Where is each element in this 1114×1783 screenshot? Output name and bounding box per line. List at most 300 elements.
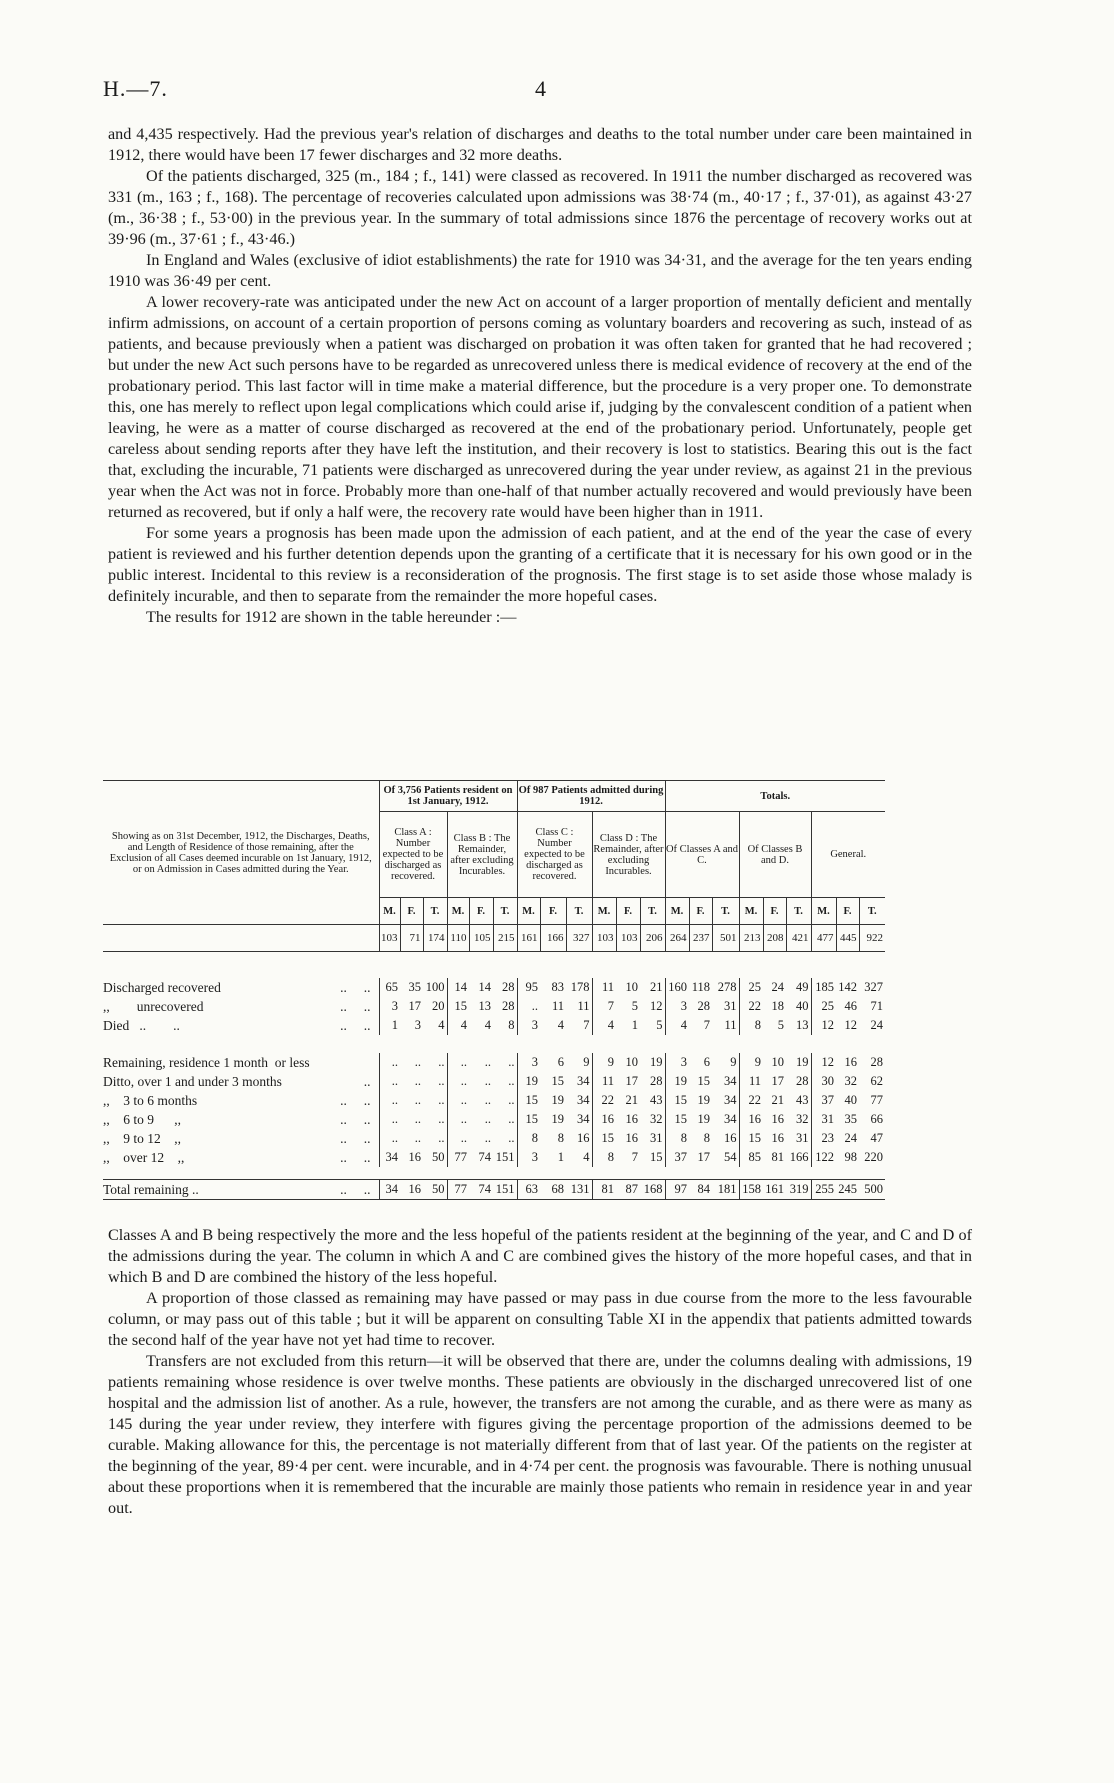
value-cell: 5: [631, 999, 638, 1013]
sex-column-header: F.: [540, 898, 566, 925]
class-a-header: Class A : Number expected to be discharged as recovered.: [379, 812, 447, 898]
value-cell: 245: [836, 1180, 859, 1200]
value-cell: 151: [495, 1150, 515, 1164]
value-cell: 7: [703, 1018, 710, 1032]
value-cell: 3: [517, 1148, 540, 1167]
value-cell: 19: [796, 1055, 809, 1069]
table-row: [103, 1091, 885, 1110]
sex-column-header: T.: [640, 898, 665, 925]
value-cell: 19: [650, 1055, 663, 1069]
value-cell: 12: [811, 1053, 836, 1072]
value-cell: 24: [870, 1018, 883, 1032]
column-total-cell: 922: [859, 925, 885, 952]
group-admitted-header: Of 987 Patients admitted during 1912.: [517, 781, 665, 812]
row-label: [103, 1180, 379, 1200]
value-cell: 16: [739, 1110, 763, 1129]
value-cell: 40: [796, 999, 809, 1013]
value-cell: 28: [796, 1074, 809, 1088]
paragraph: The results for 1912 are shown in the table hereunder :—: [146, 608, 517, 626]
value-cell: 7: [592, 997, 616, 1016]
value-cell: 122: [811, 1148, 836, 1167]
value-cell: 278: [717, 980, 737, 994]
column-total-cell: 166: [540, 925, 566, 952]
value-cell: ..: [447, 1053, 469, 1072]
value-cell: 32: [796, 1112, 809, 1126]
value-cell: 9: [592, 1053, 616, 1072]
general-header: General.: [811, 812, 885, 898]
value-cell: 31: [811, 1110, 836, 1129]
value-cell: 10: [625, 980, 638, 994]
value-cell: 28: [870, 1055, 883, 1069]
value-cell: 9: [739, 1053, 763, 1072]
sex-column-header: M.: [739, 898, 763, 925]
row-leader-dots: .. ..: [340, 1150, 371, 1165]
value-cell: ..: [379, 1053, 400, 1072]
value-cell: 32: [844, 1074, 857, 1088]
value-cell: ..: [508, 1131, 515, 1145]
value-cell: 87: [616, 1180, 640, 1200]
classes-bd-header: Of Classes B and D.: [739, 812, 811, 898]
value-cell: 19: [551, 1093, 564, 1107]
value-cell: 81: [592, 1180, 616, 1200]
column-total-cell: 477: [811, 925, 836, 952]
value-cell: 4: [557, 1018, 564, 1032]
spacer-row: [103, 952, 885, 979]
value-cell: 5: [777, 1018, 784, 1032]
value-cell: ..: [438, 1112, 445, 1126]
column-total-cell: 206: [640, 925, 665, 952]
value-cell: 34: [577, 1112, 590, 1126]
value-cell: 68: [540, 1180, 566, 1200]
value-cell: ..: [438, 1055, 445, 1069]
value-cell: 16: [400, 1180, 423, 1200]
value-cell: 327: [864, 980, 883, 994]
value-cell: 3: [414, 1018, 421, 1032]
column-total-cell: 215: [493, 925, 517, 952]
value-cell: ..: [508, 1055, 515, 1069]
value-cell: 10: [625, 1055, 638, 1069]
value-cell: 8: [557, 1131, 564, 1145]
spacer-row: [103, 1167, 885, 1180]
value-cell: 16: [577, 1131, 590, 1145]
value-cell: 19: [551, 1112, 564, 1126]
value-cell: 16: [408, 1150, 421, 1164]
value-cell: 34: [724, 1112, 737, 1126]
table-row: [103, 997, 885, 1016]
value-cell: ..: [414, 1055, 421, 1069]
value-cell: 15: [697, 1074, 710, 1088]
classes-ac-header: Of Classes A and C.: [665, 812, 739, 898]
row-label: [103, 1016, 379, 1035]
value-cell: 28: [502, 999, 515, 1013]
row-label-text: Remaining, residence 1 month or less: [103, 1055, 310, 1070]
paragraph: Of the patients discharged, 325 (m., 184 ; f., 141) were classed as recovered. In 1911 the number discharged as recovered was 331 (m., 163 ; f., 168). The percentage of recoveries calculated upon admissions was 38·74 (m., 40·17 ; f., 37·01), as against 43·27 (m., 36·38 ; f., 53·00) in the previous year. In the summary of total admissions since 1876 the percentage of recovery works out at 39·96 (m., 37·61 ; f., 43·46.): [108, 167, 972, 248]
table-row: [103, 1110, 885, 1129]
value-cell: 95: [517, 978, 540, 997]
column-total-cell: 103: [616, 925, 640, 952]
value-cell: 71: [870, 999, 883, 1013]
value-cell: 11: [592, 978, 616, 997]
text-block-top: [108, 124, 972, 628]
value-cell: 22: [592, 1091, 616, 1110]
value-cell: 4: [447, 1016, 469, 1035]
row-label: [103, 978, 379, 997]
value-cell: 15: [592, 1129, 616, 1148]
column-total-cell: 208: [763, 925, 786, 952]
value-cell: 14: [447, 978, 469, 997]
sex-column-header: T.: [566, 898, 592, 925]
value-cell: 65: [379, 978, 400, 997]
value-cell: 46: [844, 999, 857, 1013]
page-number: 4: [535, 76, 546, 101]
value-cell: 24: [771, 980, 784, 994]
column-total-cell: 237: [689, 925, 712, 952]
row-label-text: ,, unrecovered: [103, 999, 204, 1014]
value-cell: 31: [724, 999, 737, 1013]
value-cell: 5: [656, 1018, 663, 1032]
value-cell: 77: [447, 1180, 469, 1200]
row-label: [103, 1091, 379, 1110]
value-cell: ..: [438, 1074, 445, 1088]
value-cell: 63: [517, 1180, 540, 1200]
value-cell: 15: [447, 997, 469, 1016]
row-leader-dots: ..: [363, 1074, 371, 1089]
group-totals-header: Totals.: [665, 781, 885, 812]
value-cell: 20: [432, 999, 445, 1013]
value-cell: ..: [508, 1074, 515, 1088]
value-cell: ..: [447, 1091, 469, 1110]
value-cell: 100: [425, 980, 445, 994]
sex-column-header: M.: [447, 898, 469, 925]
value-cell: 37: [811, 1091, 836, 1110]
value-cell: 98: [844, 1150, 857, 1164]
table-row: [103, 1148, 885, 1167]
value-cell: 255: [811, 1180, 836, 1200]
row-label: [103, 1072, 379, 1091]
value-cell: 15: [517, 1110, 540, 1129]
value-cell: 49: [796, 980, 809, 994]
value-cell: 3: [379, 997, 400, 1016]
value-cell: 17: [697, 1150, 710, 1164]
row-label: [103, 1110, 379, 1129]
value-cell: 77: [870, 1093, 883, 1107]
sex-column-header: F.: [836, 898, 859, 925]
value-cell: 97: [665, 1180, 689, 1200]
text-block-bottom: [108, 1225, 972, 1519]
value-cell: 4: [592, 1016, 616, 1035]
value-cell: 12: [650, 999, 663, 1013]
sex-column-header: M.: [379, 898, 400, 925]
value-cell: 13: [796, 1018, 809, 1032]
value-cell: 7: [583, 1018, 590, 1032]
value-cell: 6: [703, 1055, 710, 1069]
row-label-text: Discharged recovered: [103, 980, 221, 995]
value-cell: 19: [697, 1093, 710, 1107]
value-cell: 28: [502, 980, 515, 994]
value-cell: ..: [414, 1112, 421, 1126]
value-cell: 16: [844, 1055, 857, 1069]
value-cell: 28: [650, 1074, 663, 1088]
value-cell: 11: [592, 1072, 616, 1091]
value-cell: 34: [724, 1074, 737, 1088]
value-cell: 10: [771, 1055, 784, 1069]
value-cell: 40: [844, 1093, 857, 1107]
value-cell: 8: [592, 1148, 616, 1167]
sex-column-header: T.: [786, 898, 811, 925]
value-cell: 13: [478, 999, 491, 1013]
value-cell: 160: [665, 978, 689, 997]
value-cell: 34: [577, 1093, 590, 1107]
value-cell: 15: [551, 1074, 564, 1088]
value-cell: 4: [665, 1016, 689, 1035]
sex-column-header: F.: [400, 898, 423, 925]
table-description: Showing as on 31st December, 1912, the Discharges, Deaths, and Length of Residence of those remaining, after the Exclusion of all Cases deemed incurable on 1st January, 1912, or on Admission in Cases admitted during the Year.: [103, 781, 379, 925]
class-c-header: Class C : Number expected to be discharged as recovered.: [517, 812, 592, 898]
value-cell: 4: [484, 1018, 491, 1032]
paragraph: Classes A and B being respectively the more and the less hopeful of the patients resident at the beginning of the year, and C and D of the admissions during the year. The column in which A and C are combined gives the history of the more hopeful cases, and that in which B and D are combined the history of the less hopeful.: [108, 1226, 972, 1286]
value-cell: ..: [484, 1074, 491, 1088]
column-total-cell: 501: [712, 925, 739, 952]
value-cell: 131: [566, 1180, 592, 1200]
value-cell: 4: [583, 1150, 590, 1164]
table-row: [103, 978, 885, 997]
row-label-text: ,, 9 to 12 ,,: [103, 1131, 182, 1146]
value-cell: 35: [408, 980, 421, 994]
value-cell: 3: [665, 997, 689, 1016]
row-label-text: ,, 3 to 6 months: [103, 1093, 198, 1108]
row-label-text: ,, 6 to 9 ,,: [103, 1112, 182, 1127]
value-cell: 319: [786, 1180, 811, 1200]
sex-column-header: T.: [859, 898, 885, 925]
value-cell: 15: [665, 1091, 689, 1110]
value-cell: 118: [691, 980, 710, 994]
value-cell: 15: [739, 1129, 763, 1148]
value-cell: 17: [771, 1074, 784, 1088]
value-cell: 16: [771, 1112, 784, 1126]
value-cell: 34: [724, 1093, 737, 1107]
column-total-cell: 327: [566, 925, 592, 952]
document-reference: H.—7.: [103, 76, 168, 101]
value-cell: 178: [570, 980, 590, 994]
value-cell: 74: [478, 1150, 491, 1164]
value-cell: 50: [423, 1180, 447, 1200]
value-cell: 16: [625, 1112, 638, 1126]
sex-column-header: M.: [592, 898, 616, 925]
row-label: [103, 997, 379, 1016]
spacer-row: [103, 1035, 885, 1053]
value-cell: 1: [379, 1016, 400, 1035]
value-cell: 50: [432, 1150, 445, 1164]
value-cell: 19: [665, 1072, 689, 1091]
value-cell: 21: [771, 1093, 784, 1107]
value-cell: 16: [592, 1110, 616, 1129]
paragraph: For some years a prognosis has been made upon the admission of each patient, and at the end of the year the case of every patient is reviewed and his further detention depends upon the granting of a certificate that it is necessary for his own good or in the public interest. Incidental to this review is a reconsideration of the prognosis. The first stage is to set aside those whose malady is definitely incurable, and then to separate from the remainder the more hopeful cases.: [108, 524, 972, 605]
table-row: [103, 1180, 885, 1200]
value-cell: ..: [447, 1072, 469, 1091]
sex-column-header: F.: [763, 898, 786, 925]
value-cell: 166: [789, 1150, 809, 1164]
value-cell: ..: [438, 1093, 445, 1107]
value-cell: 185: [811, 978, 836, 997]
column-total-cell: 110: [447, 925, 469, 952]
value-cell: 35: [844, 1112, 857, 1126]
paragraph: A lower recovery-rate was anticipated under the new Act on account of a larger proportion of mentally deficient and mentally infirm admissions, on account of a certain proportion of persons coming as voluntary boarders and recovering as such, instead of as patients, and because previously when a patient was discharged on probation it was often taken for granted that he had recovered ; but under the new Act such persons have to be regarded as unrecovered unless there is medical evidence of recovery at the end of the probationary period. This last factor will in time make a material difference, but the procedure is a very proper one. To demonstrate this, one has merely to reflect upon legal complications which could arise if, judging by the convalescent condition of a patient when leaving, he were as a matter of course discharged as recovered at the end of the probationary period. Unfortunately, people get careless about sending reports after they have left the institution, and their recovery is lost to statistics. Bearing this out is the fact that, excluding the incurable, 71 patients were discharged as unrecovered during the year under review, as against 21 in the previous year when the Act was not in force. Probably more than one-half of that number actually recovered and would previously have been returned as recovered, but if only a half were, the recovery rate would have been higher than in 1911.: [108, 293, 972, 521]
value-cell: 7: [631, 1150, 638, 1164]
sex-column-header: T.: [712, 898, 739, 925]
value-cell: 1: [557, 1150, 564, 1164]
value-cell: ..: [447, 1129, 469, 1148]
value-cell: 30: [811, 1072, 836, 1091]
value-cell: 8: [703, 1131, 710, 1145]
value-cell: 25: [739, 978, 763, 997]
column-total-cell: 213: [739, 925, 763, 952]
value-cell: 28: [697, 999, 710, 1013]
sex-column-header: M.: [811, 898, 836, 925]
value-cell: ..: [484, 1093, 491, 1107]
results-table: [103, 780, 885, 1200]
row-label: [103, 1148, 379, 1167]
value-cell: 3: [665, 1053, 689, 1072]
row-leader-dots: .. ..: [340, 1131, 371, 1146]
value-cell: 11: [551, 999, 564, 1013]
value-cell: 34: [379, 1148, 400, 1167]
value-cell: 77: [447, 1148, 469, 1167]
value-cell: 168: [640, 1180, 665, 1200]
value-cell: 24: [844, 1131, 857, 1145]
table-row: [103, 1016, 885, 1035]
value-cell: 32: [650, 1112, 663, 1126]
row-leader-dots: .. ..: [340, 1018, 371, 1033]
value-cell: 34: [379, 1180, 400, 1200]
value-cell: 83: [551, 980, 564, 994]
value-cell: ..: [379, 1091, 400, 1110]
value-cell: 12: [844, 1018, 857, 1032]
value-cell: 21: [625, 1093, 638, 1107]
row-leader-dots: .. ..: [340, 1093, 371, 1108]
column-total-cell: 71: [400, 925, 423, 952]
value-cell: 500: [859, 1180, 885, 1200]
value-cell: 8: [517, 1129, 540, 1148]
value-cell: 6: [557, 1055, 564, 1069]
value-cell: 25: [811, 997, 836, 1016]
row-label-text: Total remaining ..: [103, 1182, 199, 1197]
column-total-cell: 421: [786, 925, 811, 952]
value-cell: 11: [739, 1072, 763, 1091]
value-cell: 22: [739, 997, 763, 1016]
value-cell: 14: [478, 980, 491, 994]
table-row: [103, 1053, 885, 1072]
row-label-text: ,, over 12 ,,: [103, 1150, 185, 1165]
value-cell: 62: [870, 1074, 883, 1088]
sex-column-header: M.: [517, 898, 540, 925]
value-cell: ..: [517, 997, 540, 1016]
value-cell: 11: [577, 999, 590, 1013]
value-cell: ..: [379, 1129, 400, 1148]
value-cell: 15: [665, 1110, 689, 1129]
value-cell: 16: [771, 1131, 784, 1145]
value-cell: ..: [484, 1131, 491, 1145]
value-cell: 181: [712, 1180, 739, 1200]
value-cell: 4: [438, 1018, 445, 1032]
column-total-cell: 264: [665, 925, 689, 952]
column-total-cell: 103: [379, 925, 400, 952]
sex-column-header: T.: [423, 898, 447, 925]
class-d-header: Class D : The Remainder, after excluding Incurables.: [592, 812, 665, 898]
value-cell: ..: [414, 1093, 421, 1107]
value-cell: 37: [665, 1148, 689, 1167]
row-label: [103, 1053, 379, 1072]
column-total-cell: 161: [517, 925, 540, 952]
value-cell: ..: [414, 1131, 421, 1145]
column-total-cell: 105: [469, 925, 493, 952]
value-cell: 43: [650, 1093, 663, 1107]
value-cell: ..: [414, 1074, 421, 1088]
value-cell: 220: [864, 1150, 883, 1164]
value-cell: 19: [517, 1072, 540, 1091]
value-cell: 16: [724, 1131, 737, 1145]
value-cell: 31: [796, 1131, 809, 1145]
value-cell: 21: [650, 980, 663, 994]
value-cell: 66: [870, 1112, 883, 1126]
sex-column-header: F.: [469, 898, 493, 925]
value-cell: ..: [379, 1110, 400, 1129]
value-cell: 15: [650, 1150, 663, 1164]
group-resident-header: Of 3,756 Patients resident on 1st January, 1912.: [379, 781, 517, 812]
value-cell: 17: [625, 1074, 638, 1088]
value-cell: 161: [763, 1180, 786, 1200]
value-cell: ..: [484, 1055, 491, 1069]
row-leader-dots: .. ..: [340, 999, 371, 1014]
row-label-text: Ditto, over 1 and under 3 months: [103, 1074, 282, 1089]
value-cell: ..: [508, 1093, 515, 1107]
value-cell: 43: [796, 1093, 809, 1107]
column-total-cell: 445: [836, 925, 859, 952]
value-cell: 1: [631, 1018, 638, 1032]
value-cell: 74: [469, 1180, 493, 1200]
sex-column-header: M.: [665, 898, 689, 925]
value-cell: 85: [739, 1148, 763, 1167]
row-label: [103, 1129, 379, 1148]
value-cell: ..: [379, 1072, 400, 1091]
value-cell: 142: [838, 980, 857, 994]
value-cell: ..: [484, 1112, 491, 1126]
row-label-text: Died .. ..: [103, 1018, 180, 1033]
class-b-header: Class B : The Remainder, after excluding Incurables.: [447, 812, 517, 898]
value-cell: 8: [665, 1129, 689, 1148]
paragraph: and 4,435 respectively. Had the previous year's relation of discharges and deaths to the total number under care been maintained in 1912, there would have been 17 fewer discharges and 32 more deaths.: [108, 125, 972, 164]
column-total-cell: 103: [592, 925, 616, 952]
value-cell: 9: [583, 1055, 590, 1069]
table-row: [103, 1072, 885, 1091]
paragraph: Transfers are not excluded from this return—it will be observed that there are, under the columns dealing with admissions, 19 patients remaining whose residence is over twelve months. These patients are obviously in the discharged unrecovered list of one hospital and the admission list of another. As a rule, however, the transfers are not among the curable, and as there were as many as 145 during the year under review, they interfere with figures giving the percentage proportion of the admissions deemed to be curable. Making allowance for this, the percentage is not materially different from that of last year. Of the patients on the register at the beginning of the year, 89·4 per cent. were incurable, and in 4·74 per cent. the prognosis was favourable. There is nothing unusual about these proportions when it is remembered that the incurable are mainly those patients who remain in residence year in and year out.: [108, 1352, 972, 1517]
value-cell: 34: [577, 1074, 590, 1088]
value-cell: ..: [508, 1112, 515, 1126]
value-cell: 84: [689, 1180, 712, 1200]
value-cell: 11: [724, 1018, 737, 1032]
value-cell: 12: [811, 1016, 836, 1035]
value-cell: 9: [730, 1055, 737, 1069]
value-cell: 17: [408, 999, 421, 1013]
row-leader-dots: .. ..: [340, 1112, 371, 1127]
value-cell: 81: [771, 1150, 784, 1164]
value-cell: 19: [697, 1112, 710, 1126]
value-cell: ..: [447, 1110, 469, 1129]
value-cell: 15: [517, 1091, 540, 1110]
sex-column-header: F.: [689, 898, 712, 925]
sex-column-header: T.: [493, 898, 517, 925]
sex-column-header: F.: [616, 898, 640, 925]
value-cell: 8: [508, 1018, 515, 1032]
